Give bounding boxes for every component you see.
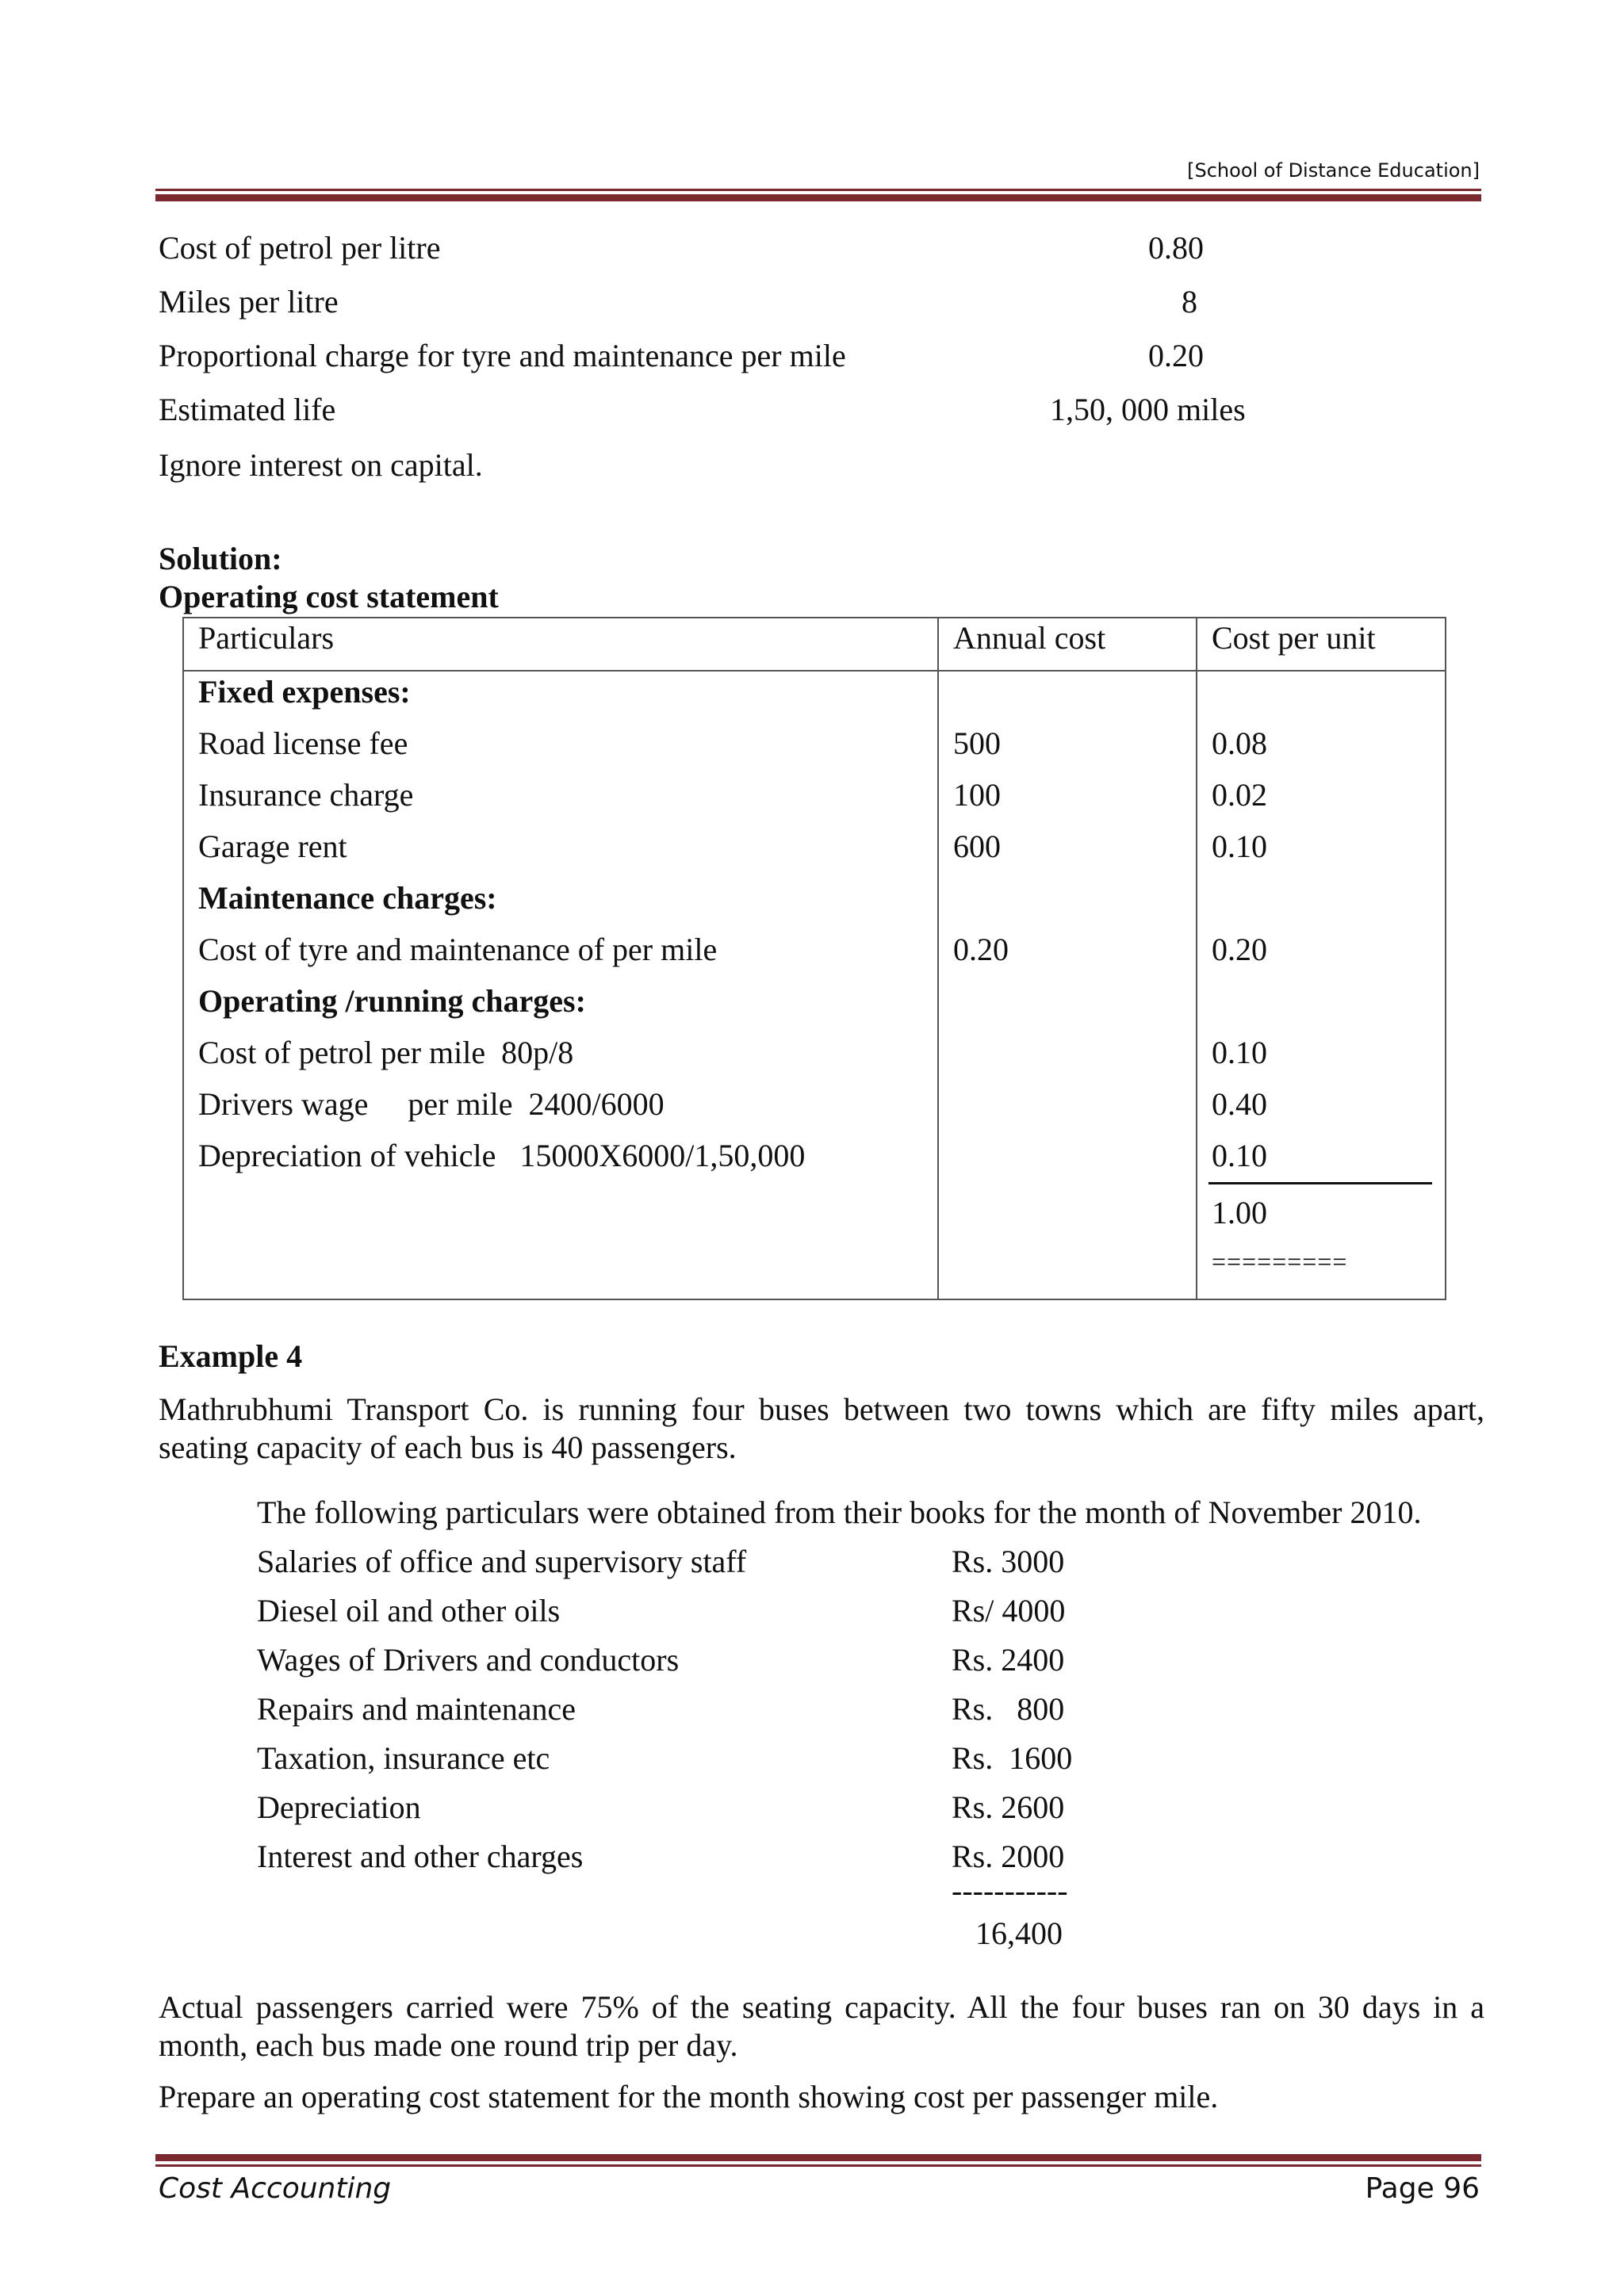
table-col-divider-2 bbox=[1196, 617, 1197, 1300]
table-row-particular: Garage rent bbox=[198, 828, 347, 864]
table-row-unit: 0.20 bbox=[1212, 932, 1267, 967]
table-border-right bbox=[1445, 617, 1446, 1300]
intro-value: 0.20 bbox=[1148, 338, 1204, 373]
example-instruction: Prepare an operating cost statement for the month showing cost per passenger mile. bbox=[159, 2079, 1219, 2114]
footer-rule-thick bbox=[155, 2154, 1481, 2161]
intro-label: Proportional charge for tyre and maintenance per mile bbox=[159, 338, 846, 373]
table-row-particular: Road license fee bbox=[198, 725, 408, 761]
table-row-unit: 0.10 bbox=[1212, 1035, 1267, 1070]
intro-value: 1,50, 000 miles bbox=[1050, 392, 1246, 427]
header-org: [School of Distance Education] bbox=[1187, 159, 1480, 182]
table-double-rule: ========= bbox=[1212, 1247, 1348, 1276]
expense-label: Salaries of office and supervisory staff bbox=[257, 1544, 747, 1579]
table-row-annual: 100 bbox=[953, 777, 1001, 813]
intro-label: Miles per litre bbox=[159, 284, 339, 320]
expense-label: Interest and other charges bbox=[257, 1839, 584, 1874]
expense-label: Wages of Drivers and conductors bbox=[257, 1642, 680, 1678]
table-row-particular: Drivers wage per mile 2400/6000 bbox=[198, 1086, 665, 1122]
expense-label: Diesel oil and other oils bbox=[257, 1593, 561, 1628]
table-row-unit: 0.02 bbox=[1212, 777, 1267, 813]
table-border-bottom bbox=[182, 1299, 1446, 1300]
table-border-left bbox=[182, 617, 184, 1300]
expense-amount: Rs. 3000 bbox=[952, 1544, 1065, 1579]
expense-label: Depreciation bbox=[257, 1789, 421, 1825]
header-rule-thin bbox=[155, 189, 1481, 191]
ignore-note: Ignore interest on capital. bbox=[159, 447, 483, 483]
expense-total: 16,400 bbox=[975, 1915, 1063, 1951]
table-header-annual: Annual cost bbox=[953, 620, 1106, 656]
solution-heading: Solution: bbox=[159, 541, 282, 576]
table-row-annual: 600 bbox=[953, 828, 1001, 864]
expense-amount: Rs. 2600 bbox=[952, 1789, 1065, 1825]
expense-dash-rule: ----------- bbox=[952, 1873, 1068, 1908]
table-row-particular: Cost of petrol per mile 80p/8 bbox=[198, 1035, 574, 1070]
footer-rule-thin bbox=[155, 2164, 1481, 2167]
table-col-divider-1 bbox=[937, 617, 939, 1300]
header-rule-thick bbox=[155, 194, 1481, 201]
table-row-particular: Depreciation of vehicle 15000X6000/1,50,000 bbox=[198, 1138, 806, 1173]
footer-page-number: Page 96 bbox=[1365, 2172, 1480, 2205]
expense-amount: Rs. 2400 bbox=[952, 1642, 1065, 1678]
table-row-annual: 500 bbox=[953, 725, 1001, 761]
table-header-divider bbox=[182, 670, 1446, 672]
intro-value: 0.80 bbox=[1148, 230, 1204, 266]
footer-subject: Cost Accounting bbox=[159, 2172, 392, 2205]
table-row-particular: Cost of tyre and maintenance of per mile bbox=[198, 932, 718, 967]
table-row-section: Maintenance charges: bbox=[198, 880, 497, 916]
expense-amount: Rs/ 4000 bbox=[952, 1593, 1066, 1628]
intro-value: 8 bbox=[1182, 284, 1197, 320]
table-row-unit: 0.08 bbox=[1212, 725, 1267, 761]
table-row-section: Operating /running charges: bbox=[198, 983, 586, 1019]
solution-subheading: Operating cost statement bbox=[159, 579, 499, 614]
table-header-particulars: Particulars bbox=[198, 620, 335, 656]
table-total-rule bbox=[1208, 1182, 1432, 1184]
table-row-annual: 0.20 bbox=[953, 932, 1009, 967]
table-total: 1.00 bbox=[1212, 1195, 1267, 1230]
expense-amount: Rs. 800 bbox=[952, 1691, 1065, 1727]
particulars-intro: The following particulars were obtained from their books for the month of November 2010. bbox=[257, 1494, 1422, 1530]
table-row-section: Fixed expenses: bbox=[198, 674, 411, 710]
expense-amount: Rs. 1600 bbox=[952, 1740, 1073, 1776]
expense-label: Taxation, insurance etc bbox=[257, 1740, 550, 1776]
table-header-unit: Cost per unit bbox=[1212, 620, 1376, 656]
table-row-unit: 0.40 bbox=[1212, 1086, 1267, 1122]
intro-label: Cost of petrol per litre bbox=[159, 230, 441, 266]
example-paragraph: Mathrubhumi Transport Co. is running four buses between two towns which are fifty miles apart, seating capacity of each bus is 40 passengers. bbox=[159, 1391, 1484, 1465]
example-heading: Example 4 bbox=[159, 1338, 303, 1374]
table-row-unit: 0.10 bbox=[1212, 828, 1267, 864]
table-row-particular: Insurance charge bbox=[198, 777, 414, 813]
table-border-top bbox=[182, 617, 1446, 618]
table-row-unit: 0.10 bbox=[1212, 1138, 1267, 1173]
expense-label: Repairs and maintenance bbox=[257, 1691, 576, 1727]
expense-amount: Rs. 2000 bbox=[952, 1839, 1065, 1874]
intro-label: Estimated life bbox=[159, 392, 336, 427]
example-paragraph-2: Actual passengers carried were 75% of the seating capacity. All the four buses ran on 30 days in a month, each bus made one round trip per day. bbox=[159, 1989, 1484, 2063]
